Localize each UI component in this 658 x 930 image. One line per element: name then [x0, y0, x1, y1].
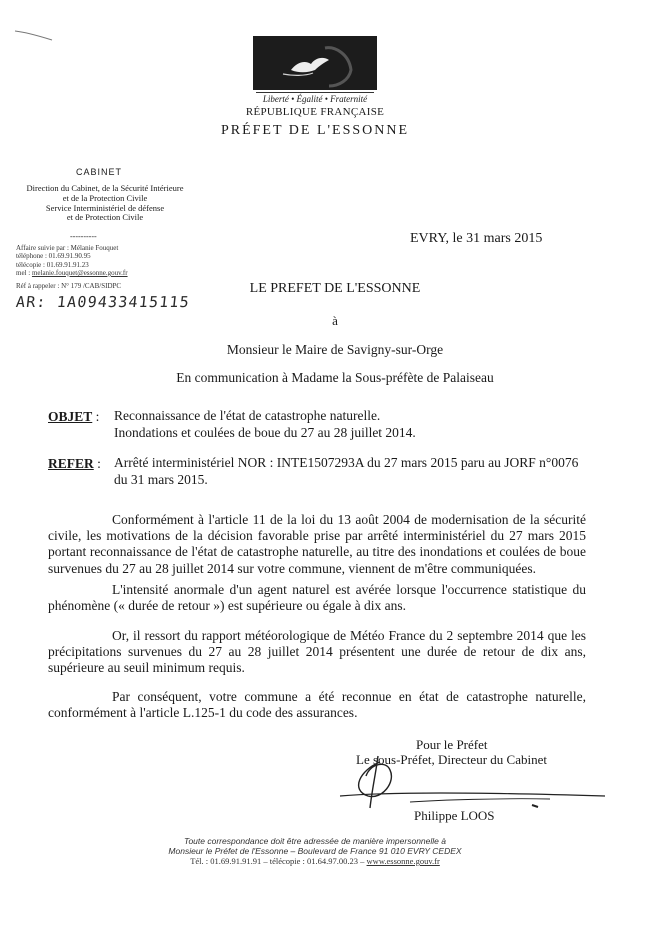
- prefecture-title: PRÉFET DE L'ESSONNE: [220, 123, 410, 138]
- letter-cc: En communication à Madame la Sous-préfète de Palaiseau: [176, 370, 494, 385]
- refer-line: Arrêté interministériel NOR : INTE1507293A du 27 mars 2015 paru au JORF n°0076: [114, 455, 579, 470]
- contact-line: télécopie : 01.69.91.91.23: [16, 260, 89, 269]
- refer-line: du 31 mars 2015.: [114, 471, 208, 487]
- direction-line: et de Protection Civile: [66, 212, 144, 223]
- footer-website-link[interactable]: www.essonne.gouv.fr: [366, 856, 440, 866]
- contact-block: [16, 244, 128, 277]
- letter-recipient: Monsieur le Maire de Savigny-sur-Orge: [226, 342, 444, 357]
- body-paragraph: L'intensité anormale d'un agent naturel est avérée lorsque l'occurrence statistique du phénomène (« durée de retour ») est supérieure ou égale à dix ans.: [48, 582, 586, 614]
- direction-line: Service Interministériel de défense: [45, 202, 165, 213]
- marianne-logo-icon: [253, 36, 377, 90]
- republic-name: RÉPUBLIQUE FRANÇAISE: [245, 106, 385, 118]
- refer-heading: REFER :: [48, 456, 101, 471]
- separator: ----------: [70, 232, 97, 241]
- footer-line: Toute correspondance doit être adressée de manière impersonnelle à: [184, 836, 446, 846]
- signatory-name: Philippe LOOS: [414, 808, 495, 823]
- body-paragraph: Or, il ressort du rapport météorologique de Météo France du 2 septembre 2014 que les précipitations survenues du 27 au 28 juillet 2014 présentent une durée de retour de dix ans, supérieure au seuil minimum requis.: [48, 628, 586, 676]
- signature-pour: Pour le Préfet: [416, 737, 488, 752]
- reference-number: Réf à rappeler : N° 179 /CAB/SIDPC: [16, 282, 122, 290]
- handwritten-reference: AR: 1A09433415115: [15, 293, 191, 311]
- scan-mark: [14, 28, 54, 42]
- footer: [130, 836, 500, 866]
- letter-to-word: à: [332, 313, 338, 328]
- footer-phone: Tél. : 01.69.91.91.91 – télécopie : 01.64.97.00.23 –: [190, 856, 367, 866]
- objet-line: Inondations et coulées de boue du 27 au 28 juillet 2014.: [114, 424, 416, 440]
- handwritten-signature: [320, 752, 610, 812]
- refer-label: REFER: [48, 456, 94, 471]
- refer-text: [114, 455, 634, 488]
- direction-block: [10, 184, 200, 223]
- footer-address: Monsieur le Préfet de l'Essonne – Boulevard de France 91 010 EVRY CEDEX: [168, 846, 462, 856]
- letter-sender: LE PREFET DE L'ESSONNE: [249, 281, 421, 296]
- footer-contact: [130, 856, 500, 866]
- signature-title: Le sous-Préfet, Directeur du Cabinet: [356, 752, 547, 767]
- contact-line: Affaire suivie par : Mélanie Fouquet: [16, 244, 119, 252]
- contact-line: téléphone : 01.69.91.90.95: [16, 252, 91, 261]
- objet-heading: OBJET :: [48, 409, 100, 424]
- cabinet-label: CABINET: [76, 167, 123, 177]
- objet-text: [114, 408, 554, 441]
- body-paragraph: Conformément à l'article 11 de la loi du 13 août 2004 de modernisation de la sécurité civile, les motivations de la décision favorable prise par arrêté interministériel du 27 mars 2015 portant reconnaissance de l'état de catastrophe naturelle, au titre des inondations et coulées de boue survenues du 27 au 28 juillet 2014 sur votre commune, viennent de m'être communiquées.: [48, 512, 586, 576]
- email-line: [16, 269, 128, 277]
- letter-date: EVRY, le 31 mars 2015: [410, 231, 543, 246]
- objet-label: OBJET: [48, 409, 93, 424]
- direction-line: et de la Protection Civile: [62, 192, 148, 203]
- email-prefix: mel :: [16, 268, 32, 277]
- republic-motto: Liberté • Égalité • Fraternité: [250, 92, 380, 104]
- direction-line: Direction du Cabinet, de la Sécurité Intérieure: [26, 183, 184, 193]
- email-link[interactable]: melanie.fouquet@essonne.gouv.fr: [31, 268, 128, 277]
- objet-line: Reconnaissance de l'état de catastrophe naturelle.: [114, 408, 381, 423]
- body-paragraph: Par conséquent, votre commune a été reconnue en état de catastrophe naturelle, conformément à l'article L.125-1 du code des assurances.: [48, 689, 586, 721]
